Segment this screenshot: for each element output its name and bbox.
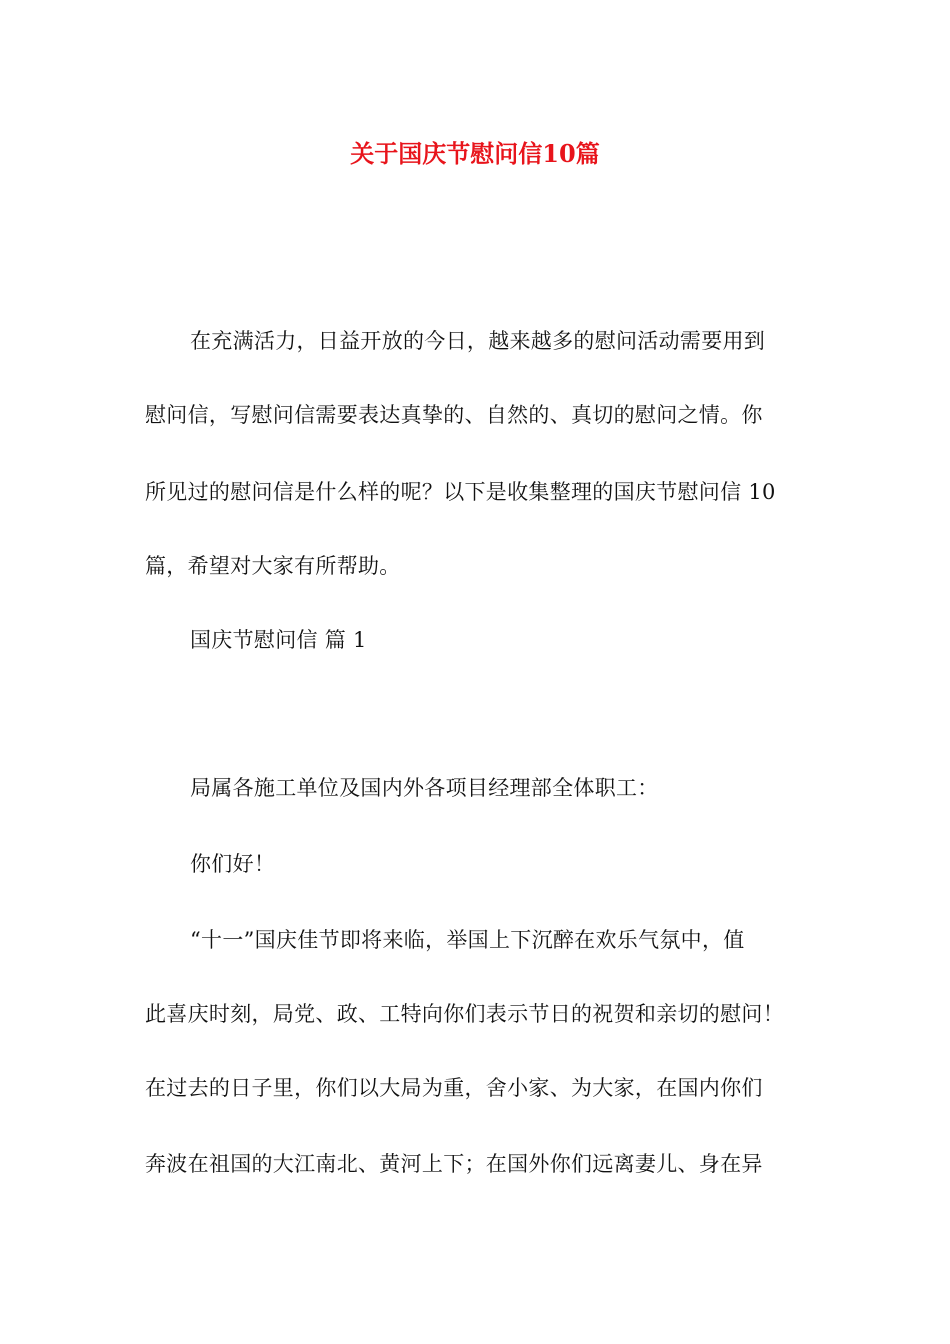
paragraph-intro-line-2: 慰问信，写慰问信需要表达真挚的、自然的、真切的慰问之情。你	[145, 403, 763, 427]
paragraph-intro-line-1: 在充满活力，日益开放的今日，越来越多的慰问活动需要用到	[190, 329, 766, 353]
letter-body-line-1: “十一”国庆佳节即将来临，举国上下沉醉在欢乐气氛中，值	[190, 928, 745, 952]
document-title: 关于国庆节慰问信10篇	[350, 139, 600, 168]
letter-greeting: 你们好！	[190, 852, 276, 876]
letter-body-line-3: 在过去的日子里，你们以大局为重，舍小家、为大家，在国内你们	[145, 1076, 763, 1100]
paragraph-intro-line-4: 篇，希望对大家有所帮助。	[145, 554, 401, 578]
letter-body-line-2: 此喜庆时刻，局党、政、工特向你们表示节日的祝贺和亲切的慰问！	[145, 1002, 784, 1026]
letter-body-line-4: 奔波在祖国的大江南北、黄河上下；在国外你们远离妻儿、身在异	[145, 1152, 763, 1176]
letter-salutation: 局属各施工单位及国内外各项目经理部全体职工：	[190, 776, 659, 800]
paragraph-intro-line-3: 所见过的慰问信是什么样的呢？以下是收集整理的国庆节慰问信 10	[145, 480, 776, 504]
section-heading-1: 国庆节慰问信 篇 1	[190, 628, 367, 652]
